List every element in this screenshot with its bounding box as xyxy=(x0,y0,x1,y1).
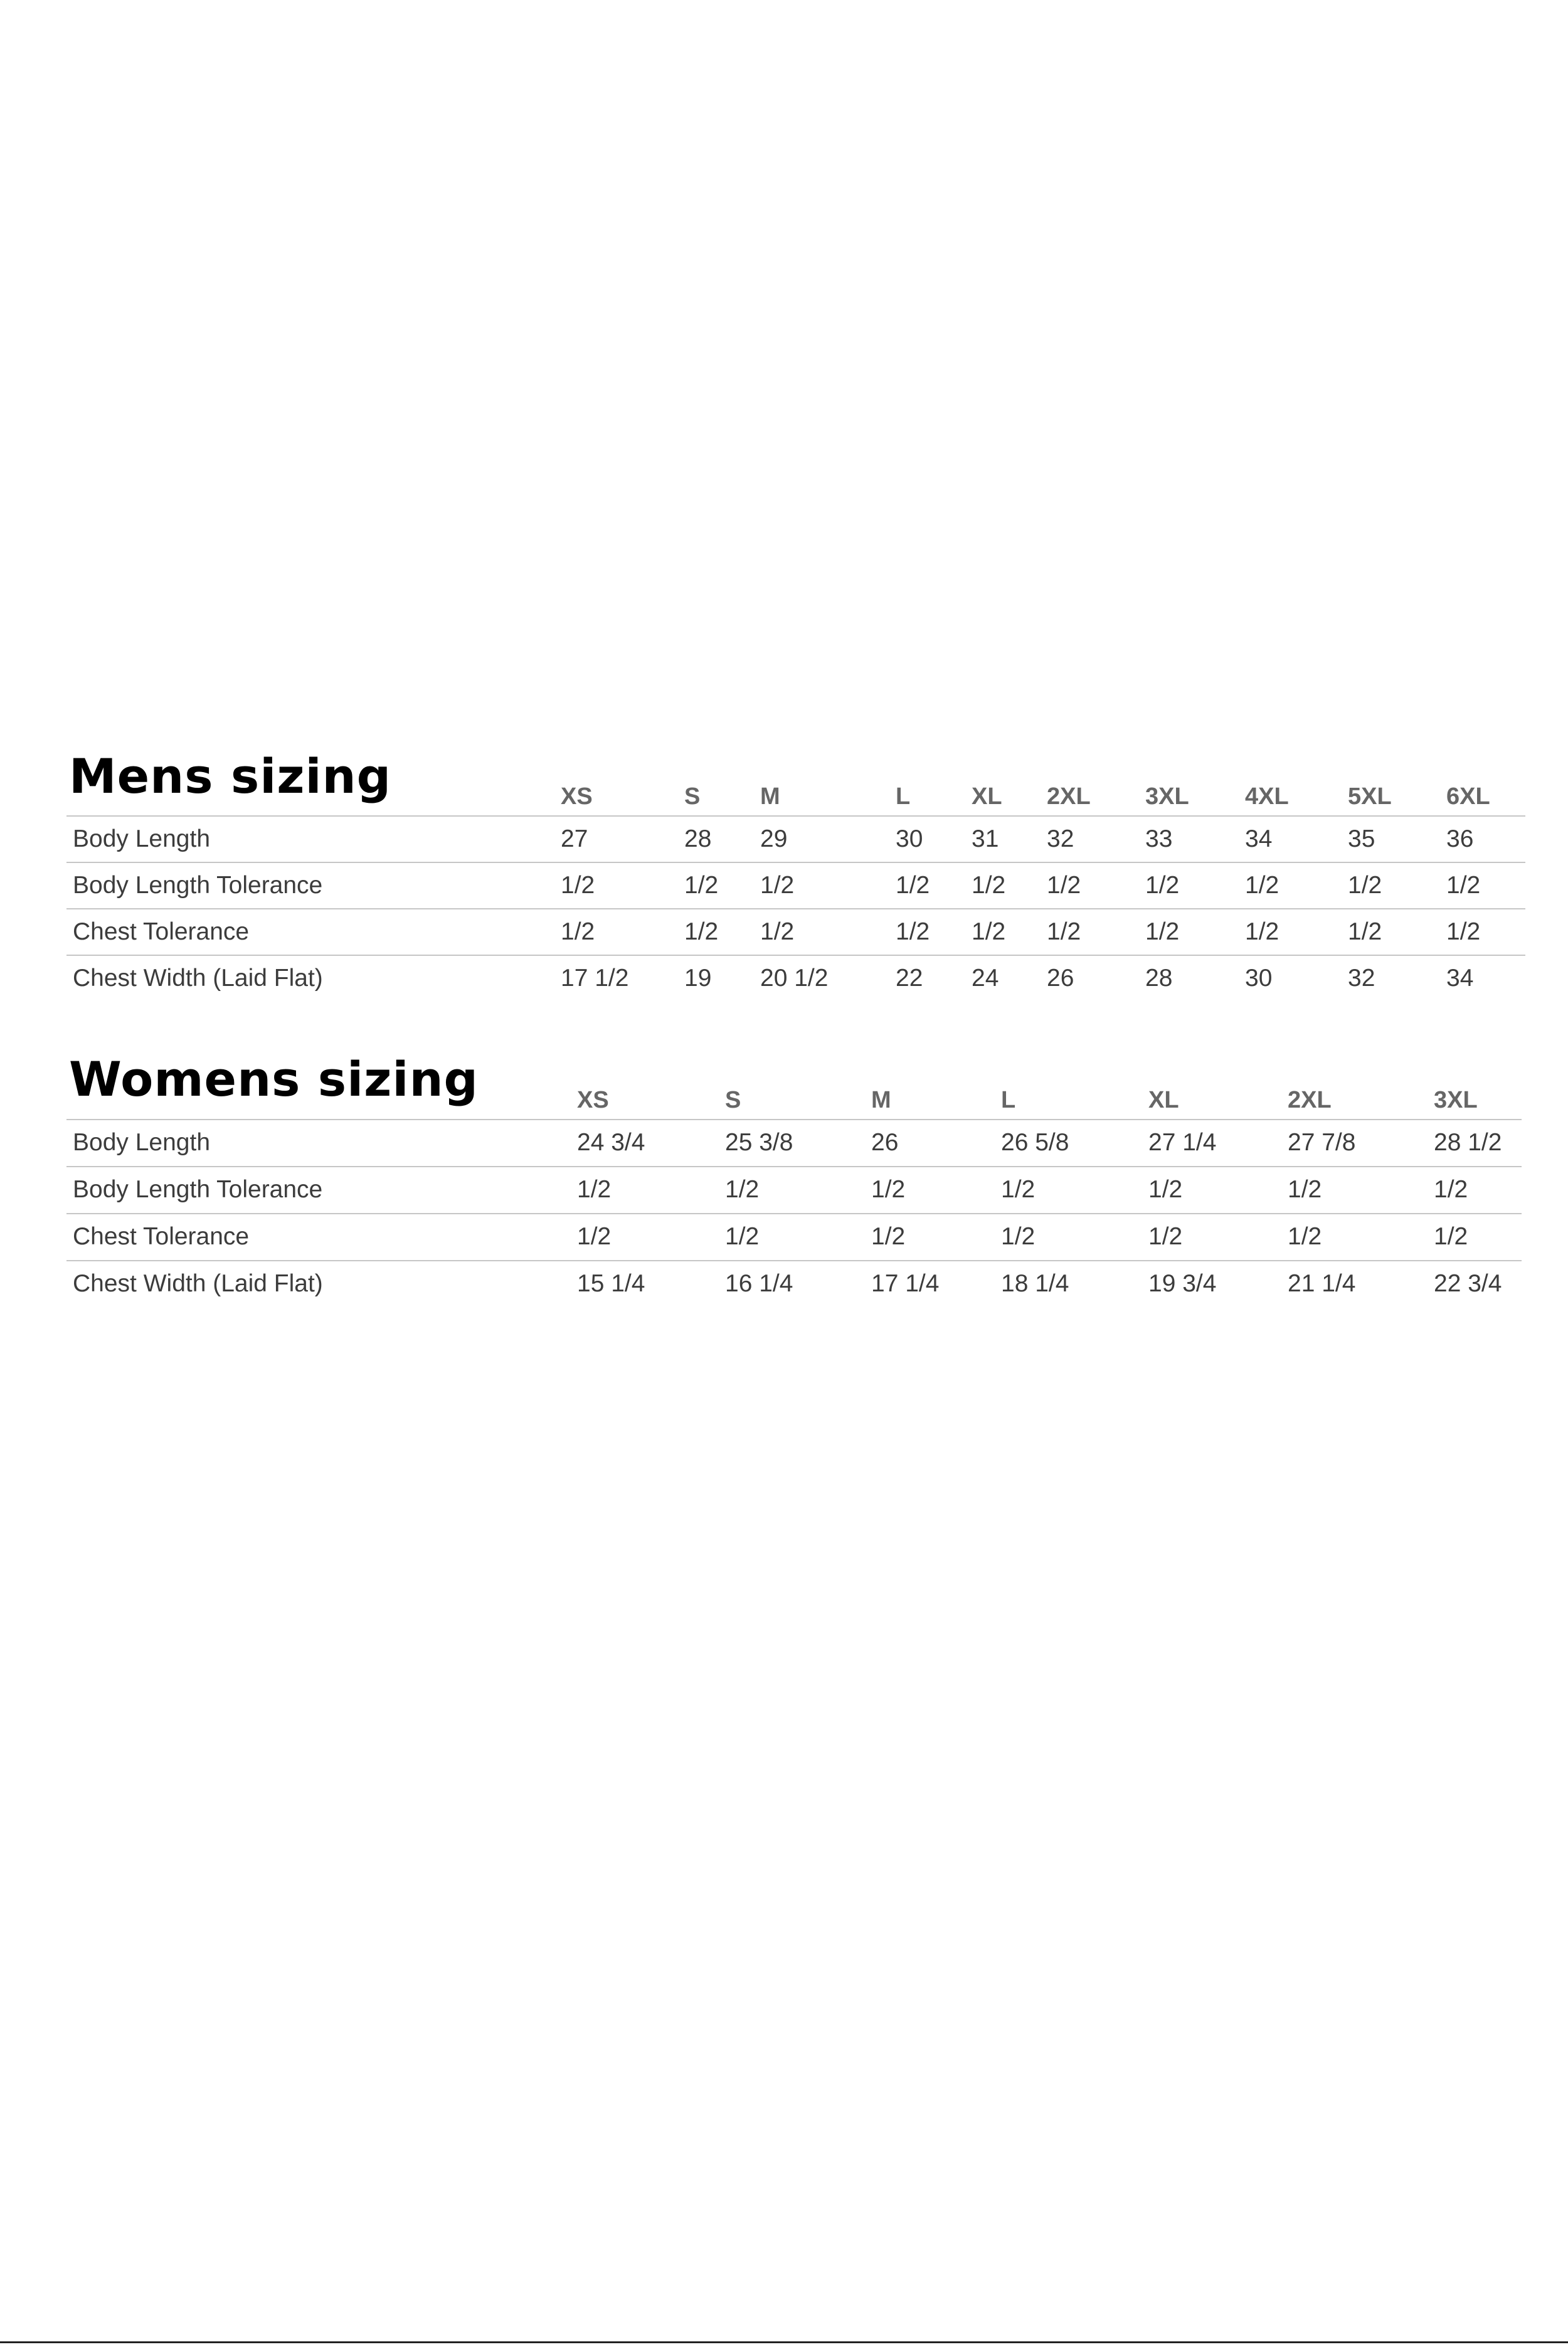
table-cell: 1/2 xyxy=(1288,1176,1322,1203)
womens-header-row xyxy=(66,1076,1522,1119)
mens-size-xl: XL xyxy=(972,783,1002,810)
table-cell: 1/2 xyxy=(1434,1176,1468,1203)
mens-header-row xyxy=(66,773,1525,815)
table-cell: 1/2 xyxy=(1288,1223,1322,1250)
table-cell: 35 xyxy=(1348,825,1375,852)
table-cell: 27 7/8 xyxy=(1288,1129,1356,1156)
row-label: Body Length Tolerance xyxy=(73,1176,323,1203)
mens-size-l: L xyxy=(896,783,911,810)
table-cell: 1/2 xyxy=(1145,872,1180,899)
mens-size-table xyxy=(66,773,1525,1001)
table-cell: 1/2 xyxy=(1145,918,1180,945)
row-label: Chest Tolerance xyxy=(73,1223,250,1250)
table-cell: 1/2 xyxy=(760,918,795,945)
table-cell: 26 5/8 xyxy=(1001,1129,1069,1156)
mens-size-m: M xyxy=(760,783,780,810)
table-cell: 15 1/4 xyxy=(577,1270,645,1297)
row-label: Chest Width (Laid Flat) xyxy=(73,965,323,992)
mens-size-6xl: 6XL xyxy=(1446,783,1490,810)
table-cell: 26 xyxy=(1047,965,1074,992)
table-cell: 1/2 xyxy=(760,872,795,899)
row-label: Chest Width (Laid Flat) xyxy=(73,1270,323,1297)
table-cell: 22 3/4 xyxy=(1434,1270,1502,1297)
womens-row-chest-tolerance xyxy=(66,1213,1522,1260)
table-cell: 33 xyxy=(1145,825,1173,852)
table-cell: 1/2 xyxy=(871,1223,906,1250)
table-cell: 19 3/4 xyxy=(1148,1270,1217,1297)
table-cell: 19 xyxy=(684,965,712,992)
table-cell: 1/2 xyxy=(561,918,595,945)
womens-size-3xl: 3XL xyxy=(1434,1087,1478,1113)
table-cell: 24 3/4 xyxy=(577,1129,645,1156)
table-cell: 21 1/4 xyxy=(1288,1270,1356,1297)
mens-row-body-length-tolerance xyxy=(66,862,1525,908)
row-label: Chest Tolerance xyxy=(73,918,250,945)
womens-size-2xl: 2XL xyxy=(1288,1087,1332,1113)
womens-row-body-length-tolerance xyxy=(66,1166,1522,1213)
table-cell: 1/2 xyxy=(1446,918,1481,945)
table-cell: 1/2 xyxy=(1047,918,1081,945)
table-cell: 1/2 xyxy=(1245,918,1279,945)
row-label: Body Length xyxy=(73,1129,211,1156)
table-cell: 1/2 xyxy=(1001,1223,1036,1250)
table-cell: 31 xyxy=(972,825,999,852)
mens-size-xs: XS xyxy=(561,783,593,810)
table-cell: 28 xyxy=(1145,965,1173,992)
womens-size-xl: XL xyxy=(1148,1087,1179,1113)
mens-row-chest-width xyxy=(66,955,1525,1001)
table-cell: 17 1/2 xyxy=(561,965,629,992)
table-cell: 1/2 xyxy=(725,1223,760,1250)
mens-row-chest-tolerance xyxy=(66,908,1525,955)
table-cell: 1/2 xyxy=(1434,1223,1468,1250)
table-cell: 32 xyxy=(1047,825,1074,852)
table-cell: 1/2 xyxy=(871,1176,906,1203)
table-cell: 18 1/4 xyxy=(1001,1270,1069,1297)
mens-size-s: S xyxy=(684,783,701,810)
table-cell: 17 1/4 xyxy=(871,1270,940,1297)
table-cell: 27 xyxy=(561,825,588,852)
table-cell: 1/2 xyxy=(1348,872,1382,899)
table-cell: 1/2 xyxy=(1348,918,1382,945)
table-cell: 1/2 xyxy=(896,918,930,945)
table-cell: 30 xyxy=(1245,965,1273,992)
table-cell: 1/2 xyxy=(1047,872,1081,899)
table-cell: 29 xyxy=(760,825,788,852)
table-cell: 27 1/4 xyxy=(1148,1129,1217,1156)
table-cell: 25 3/8 xyxy=(725,1129,793,1156)
table-cell: 1/2 xyxy=(1001,1176,1036,1203)
table-cell: 1/2 xyxy=(725,1176,760,1203)
table-cell: 16 1/4 xyxy=(725,1270,793,1297)
womens-row-body-length xyxy=(66,1119,1522,1166)
mens-size-5xl: 5XL xyxy=(1348,783,1392,810)
table-cell: 1/2 xyxy=(972,918,1006,945)
womens-size-m: M xyxy=(871,1087,891,1113)
table-cell: 1/2 xyxy=(561,872,595,899)
row-label: Body Length xyxy=(73,825,211,852)
table-cell: 32 xyxy=(1348,965,1375,992)
table-cell: 1/2 xyxy=(577,1223,612,1250)
womens-row-chest-width xyxy=(66,1260,1522,1307)
table-cell: 30 xyxy=(896,825,923,852)
table-cell: 1/2 xyxy=(896,872,930,899)
mens-size-3xl: 3XL xyxy=(1145,783,1189,810)
table-cell: 24 xyxy=(972,965,999,992)
table-cell: 1/2 xyxy=(1148,1223,1183,1250)
table-cell: 22 xyxy=(896,965,923,992)
table-cell: 1/2 xyxy=(1148,1176,1183,1203)
table-cell: 1/2 xyxy=(1245,872,1279,899)
table-cell: 28 xyxy=(684,825,712,852)
mens-size-4xl: 4XL xyxy=(1245,783,1289,810)
table-cell: 20 1/2 xyxy=(760,965,829,992)
womens-size-xs: XS xyxy=(577,1087,609,1113)
mens-sizing-title: Mens sizing xyxy=(69,748,392,804)
womens-size-table xyxy=(66,1076,1522,1307)
table-cell: 1/2 xyxy=(1446,872,1481,899)
womens-sizing-title: Womens sizing xyxy=(69,1051,479,1107)
table-cell: 1/2 xyxy=(684,872,719,899)
mens-size-2xl: 2XL xyxy=(1047,783,1091,810)
table-cell: 1/2 xyxy=(972,872,1006,899)
bottom-divider xyxy=(0,2341,1568,2343)
womens-size-l: L xyxy=(1001,1087,1016,1113)
table-cell: 34 xyxy=(1446,965,1474,992)
mens-row-body-length xyxy=(66,815,1525,862)
table-cell: 36 xyxy=(1446,825,1474,852)
row-label: Body Length Tolerance xyxy=(73,872,323,899)
table-cell: 28 1/2 xyxy=(1434,1129,1502,1156)
table-cell: 34 xyxy=(1245,825,1273,852)
table-cell: 1/2 xyxy=(577,1176,612,1203)
womens-size-s: S xyxy=(725,1087,741,1113)
table-cell: 26 xyxy=(871,1129,899,1156)
table-cell: 1/2 xyxy=(684,918,719,945)
